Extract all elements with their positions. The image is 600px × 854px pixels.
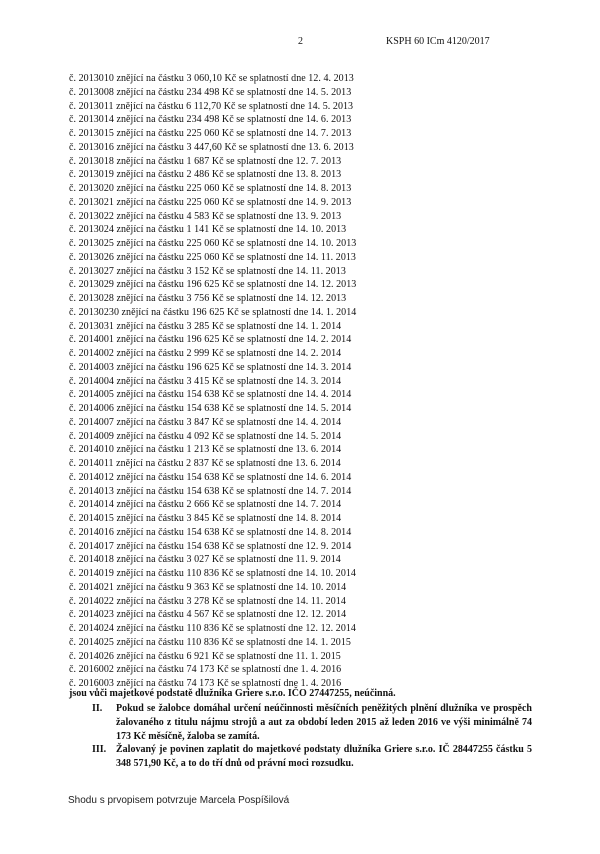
claim-line: č. 2013014 znějící na částku 234 498 Kč se splatností dne 14. 6. 2013 bbox=[69, 114, 352, 126]
claim-line: č. 2014003 znějící na částku 196 625 Kč se splatností dne 14. 3. 2014 bbox=[69, 361, 352, 373]
claim-line: č. 2014017 znějící na částku 154 638 Kč se splatností dne 12. 9. 2014 bbox=[69, 540, 352, 552]
claim-line: č. 2014012 znějící na částku 154 638 Kč se splatností dne 14. 6. 2014 bbox=[69, 471, 352, 483]
claim-line: č. 2014002 znějící na částku 2 999 Kč se splatností dne 14. 2. 2014 bbox=[69, 348, 342, 359]
verdict-text: Žalovaný je povinen zaplatit do majetkové podstaty dlužníka Griere s.r.o. IČ 28447255 částku 5 348 571,90 Kč, a to do tří dnů od právní moci rozsudku. bbox=[116, 744, 532, 769]
claim-line: č. 2014007 znějící na částku 3 847 Kč se splatností dne 14. 4. 2014 bbox=[69, 416, 342, 428]
claim-line: č. 2014023 znějící na částku 4 567 Kč se splatností dne 12. 12. 2014 bbox=[69, 609, 347, 621]
claim-line: č. 2013019 znějící na částku 2 486 Kč se splatností dne 13. 8. 2013 bbox=[69, 169, 342, 181]
claim-line: č. 2013025 znějící na částku 225 060 Kč se splatností dne 14. 10. 2013 bbox=[69, 238, 357, 249]
claim-line: č. 2013022 znějící na částku 4 583 Kč se splatností dne 13. 9. 2013 bbox=[69, 210, 342, 222]
claim-line: č. 2014018 znějící na částku 3 027 Kč se splatností dne 11. 9. 2014 bbox=[69, 554, 341, 566]
claims-list bbox=[69, 72, 539, 691]
claim-line: č. 2016002 znějící na částku 74 173 Kč se splatností dne 1. 4. 2016 bbox=[69, 664, 342, 676]
claim-line: č. 2013011 znějící na částku 6 112,70 Kč se splatností dne 14. 5. 2013 bbox=[69, 100, 354, 112]
verdict-numeral: III. bbox=[92, 744, 107, 755]
claim-line: č. 2013020 znějící na částku 225 060 Kč se splatností dne 14. 8. 2013 bbox=[69, 183, 352, 194]
claim-line: č. 2014015 znějící na částku 3 845 Kč se splatností dne 14. 8. 2014 bbox=[69, 513, 342, 524]
verdict-numeral: II. bbox=[92, 703, 103, 714]
verdict-item-ii bbox=[92, 702, 532, 744]
claim-line: č. 2014014 znějící na částku 2 666 Kč se splatností dne 14. 7. 2014 bbox=[69, 499, 342, 511]
claim-line: č. 2014001 znějící na částku 196 625 Kč se splatností dne 14. 2. 2014 bbox=[69, 334, 352, 346]
claim-line: č. 2013010 znějící na částku 3 060,10 Kč se splatností dne 12. 4. 2013 bbox=[69, 73, 354, 84]
claim-line: č. 2013031 znějící na částku 3 285 Kč se splatností dne 14. 1. 2014 bbox=[69, 320, 342, 332]
claim-line: č. 2013024 znějící na částku 1 141 Kč se splatností dne 14. 10. 2013 bbox=[69, 224, 347, 236]
claim-line: č. 2013028 znějící na částku 3 756 Kč se splatností dne 14. 12. 2013 bbox=[69, 293, 347, 304]
claim-line: č. 2013018 znějící na částku 1 687 Kč se splatností dne 12. 7. 2013 bbox=[69, 155, 342, 167]
claim-line: č. 2013029 znějící na částku 196 625 Kč se splatností dne 14. 12. 2013 bbox=[69, 279, 357, 291]
claim-line: č. 2014025 znějící na částku 110 836 Kč se splatností dne 14. 1. 2015 bbox=[69, 636, 351, 648]
claim-line: č. 2014019 znějící na částku 110 836 Kč se splatností dne 14. 10. 2014 bbox=[69, 568, 356, 579]
claim-line: č. 2014006 znějící na částku 154 638 Kč se splatností dne 14. 5. 2014 bbox=[69, 403, 352, 414]
claim-line: č. 2014013 znějící na částku 154 638 Kč se splatností dne 14. 7. 2014 bbox=[69, 485, 352, 497]
claim-line: č. 2014005 znějící na částku 154 638 Kč se splatností dne 14. 4. 2014 bbox=[69, 389, 352, 401]
verdict-text: Pokud se žalobce domáhal určení neúčinnosti měsíčních peněžitých plnění dlužníka ve prospěch žalovaného z titulu nájmu strojů a aut za období leden 2015 až leden 2016 ve výši minimálně 74 173 Kč měsíčně, žaloba se zamítá. bbox=[116, 703, 532, 742]
claim-line: č. 2013021 znějící na částku 225 060 Kč se splatností dne 14. 9. 2013 bbox=[69, 196, 352, 208]
claim-line: č. 2014024 znějící na částku 110 836 Kč se splatností dne 12. 12. 2014 bbox=[69, 623, 356, 634]
claim-line: č. 2013026 znějící na částku 225 060 Kč se splatností dne 14. 11. 2013 bbox=[69, 251, 356, 263]
claim-line: č. 2016003 znějící na částku 74 173 Kč se splatností dne 1. 4. 2016 bbox=[69, 678, 342, 689]
claim-line: č. 2013015 znějící na částku 225 060 Kč se splatností dne 14. 7. 2013 bbox=[69, 128, 352, 139]
claim-line: č. 2014009 znějící na částku 4 092 Kč se splatností dne 14. 5. 2014 bbox=[69, 430, 342, 442]
claims-conclusion: jsou vůči majetkové podstatě dlužníka Griere s.r.o. IČO 27447255, neúčinná. bbox=[69, 688, 396, 699]
claim-line: č. 2013027 znějící na částku 3 152 Kč se splatností dne 14. 11. 2013 bbox=[69, 265, 346, 277]
case-reference: KSPH 60 ICm 4120/2017 bbox=[386, 36, 490, 47]
verdict-item-iii bbox=[92, 743, 532, 771]
claim-line: č. 2014022 znějící na částku 3 278 Kč se splatností dne 14. 11. 2014 bbox=[69, 595, 346, 607]
claim-line: č. 2014011 znějící na částku 2 837 Kč se splatností dne 13. 6. 2014 bbox=[69, 458, 341, 469]
footer-attestation: Shodu s prvopisem potvrzuje Marcela Pospíšilová bbox=[68, 795, 290, 806]
claim-line: č. 2014026 znějící na částku 6 921 Kč se splatností dne 11. 1. 2015 bbox=[69, 650, 341, 662]
claim-line: č. 2013016 znějící na částku 3 447,60 Kč se splatností dne 13. 6. 2013 bbox=[69, 141, 354, 153]
claim-line: č. 20130230 znějící na částku 196 625 Kč se splatností dne 14. 1. 2014 bbox=[69, 306, 357, 318]
page-number: 2 bbox=[298, 36, 303, 47]
claim-line: č. 2014004 znějící na částku 3 415 Kč se splatností dne 14. 3. 2014 bbox=[69, 375, 342, 387]
claim-line: č. 2014016 znějící na částku 154 638 Kč se splatností dne 14. 8. 2014 bbox=[69, 526, 352, 538]
claim-line: č. 2014010 znějící na částku 1 213 Kč se splatností dne 13. 6. 2014 bbox=[69, 444, 342, 456]
claim-line: č. 2014021 znějící na částku 9 363 Kč se splatností dne 14. 10. 2014 bbox=[69, 581, 347, 593]
claim-line: č. 2013008 znějící na částku 234 498 Kč se splatností dne 14. 5. 2013 bbox=[69, 86, 352, 98]
